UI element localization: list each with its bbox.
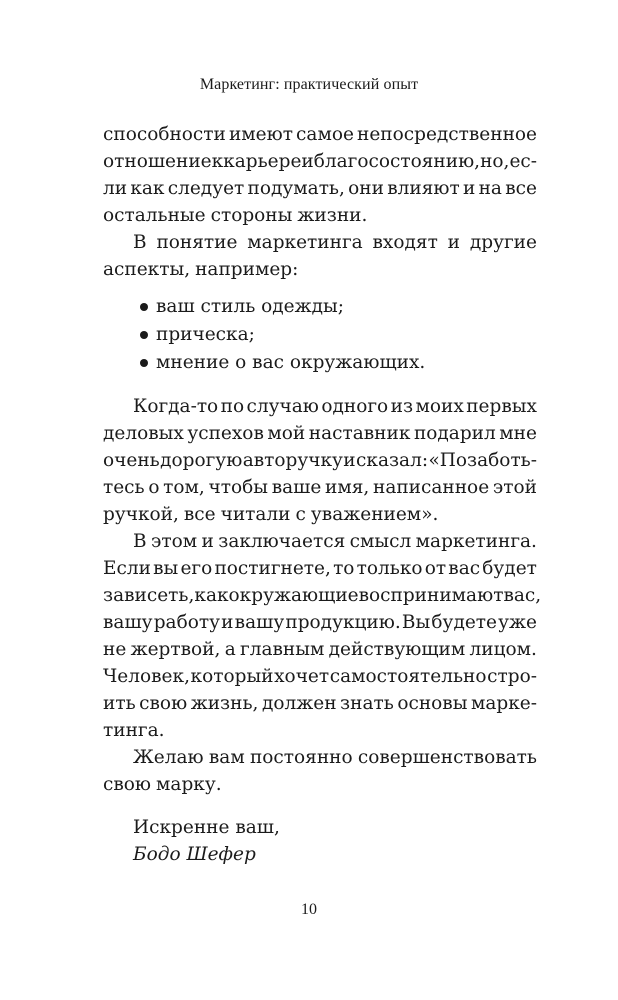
bullet-list: [103, 293, 537, 377]
signature-block: [103, 814, 537, 868]
bullet-icon: [140, 303, 148, 311]
paragraph-3: [103, 393, 537, 528]
paragraph-5: [103, 744, 537, 798]
list-item: [103, 293, 537, 321]
text-line: Человек, который хочет самостоятельно стро-: [103, 666, 537, 687]
list-item: [103, 321, 537, 349]
text-line: тинга.: [103, 720, 165, 741]
text-line: остальные стороны жизни.: [103, 205, 368, 226]
text-line: Желаю вам постоянно совершенствовать: [133, 747, 537, 768]
bullet-icon: [140, 359, 148, 367]
text-line: тесь о том, чтобы ваше имя, написанное этой: [103, 477, 537, 498]
paragraph-1: [103, 121, 537, 229]
paragraph-4: [103, 528, 542, 744]
text-line: Если вы его постигнете, то только от вас будет: [103, 558, 537, 579]
text-line: Когда-то по случаю одного из моих первых: [133, 396, 537, 417]
text-line: способности имеют самое непосредственное: [103, 124, 537, 145]
text-line: аспекты, например:: [103, 259, 299, 280]
list-item-text: ваш стиль одежды;: [156, 296, 344, 317]
text-line: вашу работу и вашу продукцию. Вы будете уже: [103, 612, 537, 633]
list-item: [103, 349, 537, 377]
list-item-text: мнение о вас окружающих.: [156, 352, 426, 373]
list-item-text: прическа;: [156, 324, 255, 345]
running-head: Маркетинг: практический опыт: [199, 76, 419, 93]
closing-line: Искренне ваш,: [133, 817, 280, 838]
text-line: ручкой, все читали с уважением».: [103, 504, 439, 525]
page-number: 10: [301, 901, 317, 918]
bullet-icon: [140, 331, 148, 339]
text-line: свою марку.: [103, 774, 222, 795]
text-line: очень дорогую авторучку и сказал: «Позаботь-: [103, 450, 537, 471]
text-line: зависеть, как окружающие воспринимают вас,: [103, 585, 542, 606]
paragraph-2: [103, 229, 537, 283]
body-text: [103, 121, 542, 868]
text-line: не жертвой, а главным действующим лицом.: [103, 639, 537, 660]
signature-name: Бодо Шефер: [133, 844, 256, 865]
text-line: В понятие маркетинга входят и другие: [133, 232, 537, 253]
text-line: ли как следует подумать, они влияют и на все: [103, 178, 537, 199]
text-line: отношение к карьере и благосостоянию, но, ес-: [103, 151, 537, 172]
text-line: В этом и заключается смысл маркетинга.: [133, 531, 537, 552]
text-line: ить свою жизнь, должен знать основы марке-: [103, 693, 537, 714]
text-line: деловых успехов мой наставник подарил мне: [103, 423, 537, 444]
